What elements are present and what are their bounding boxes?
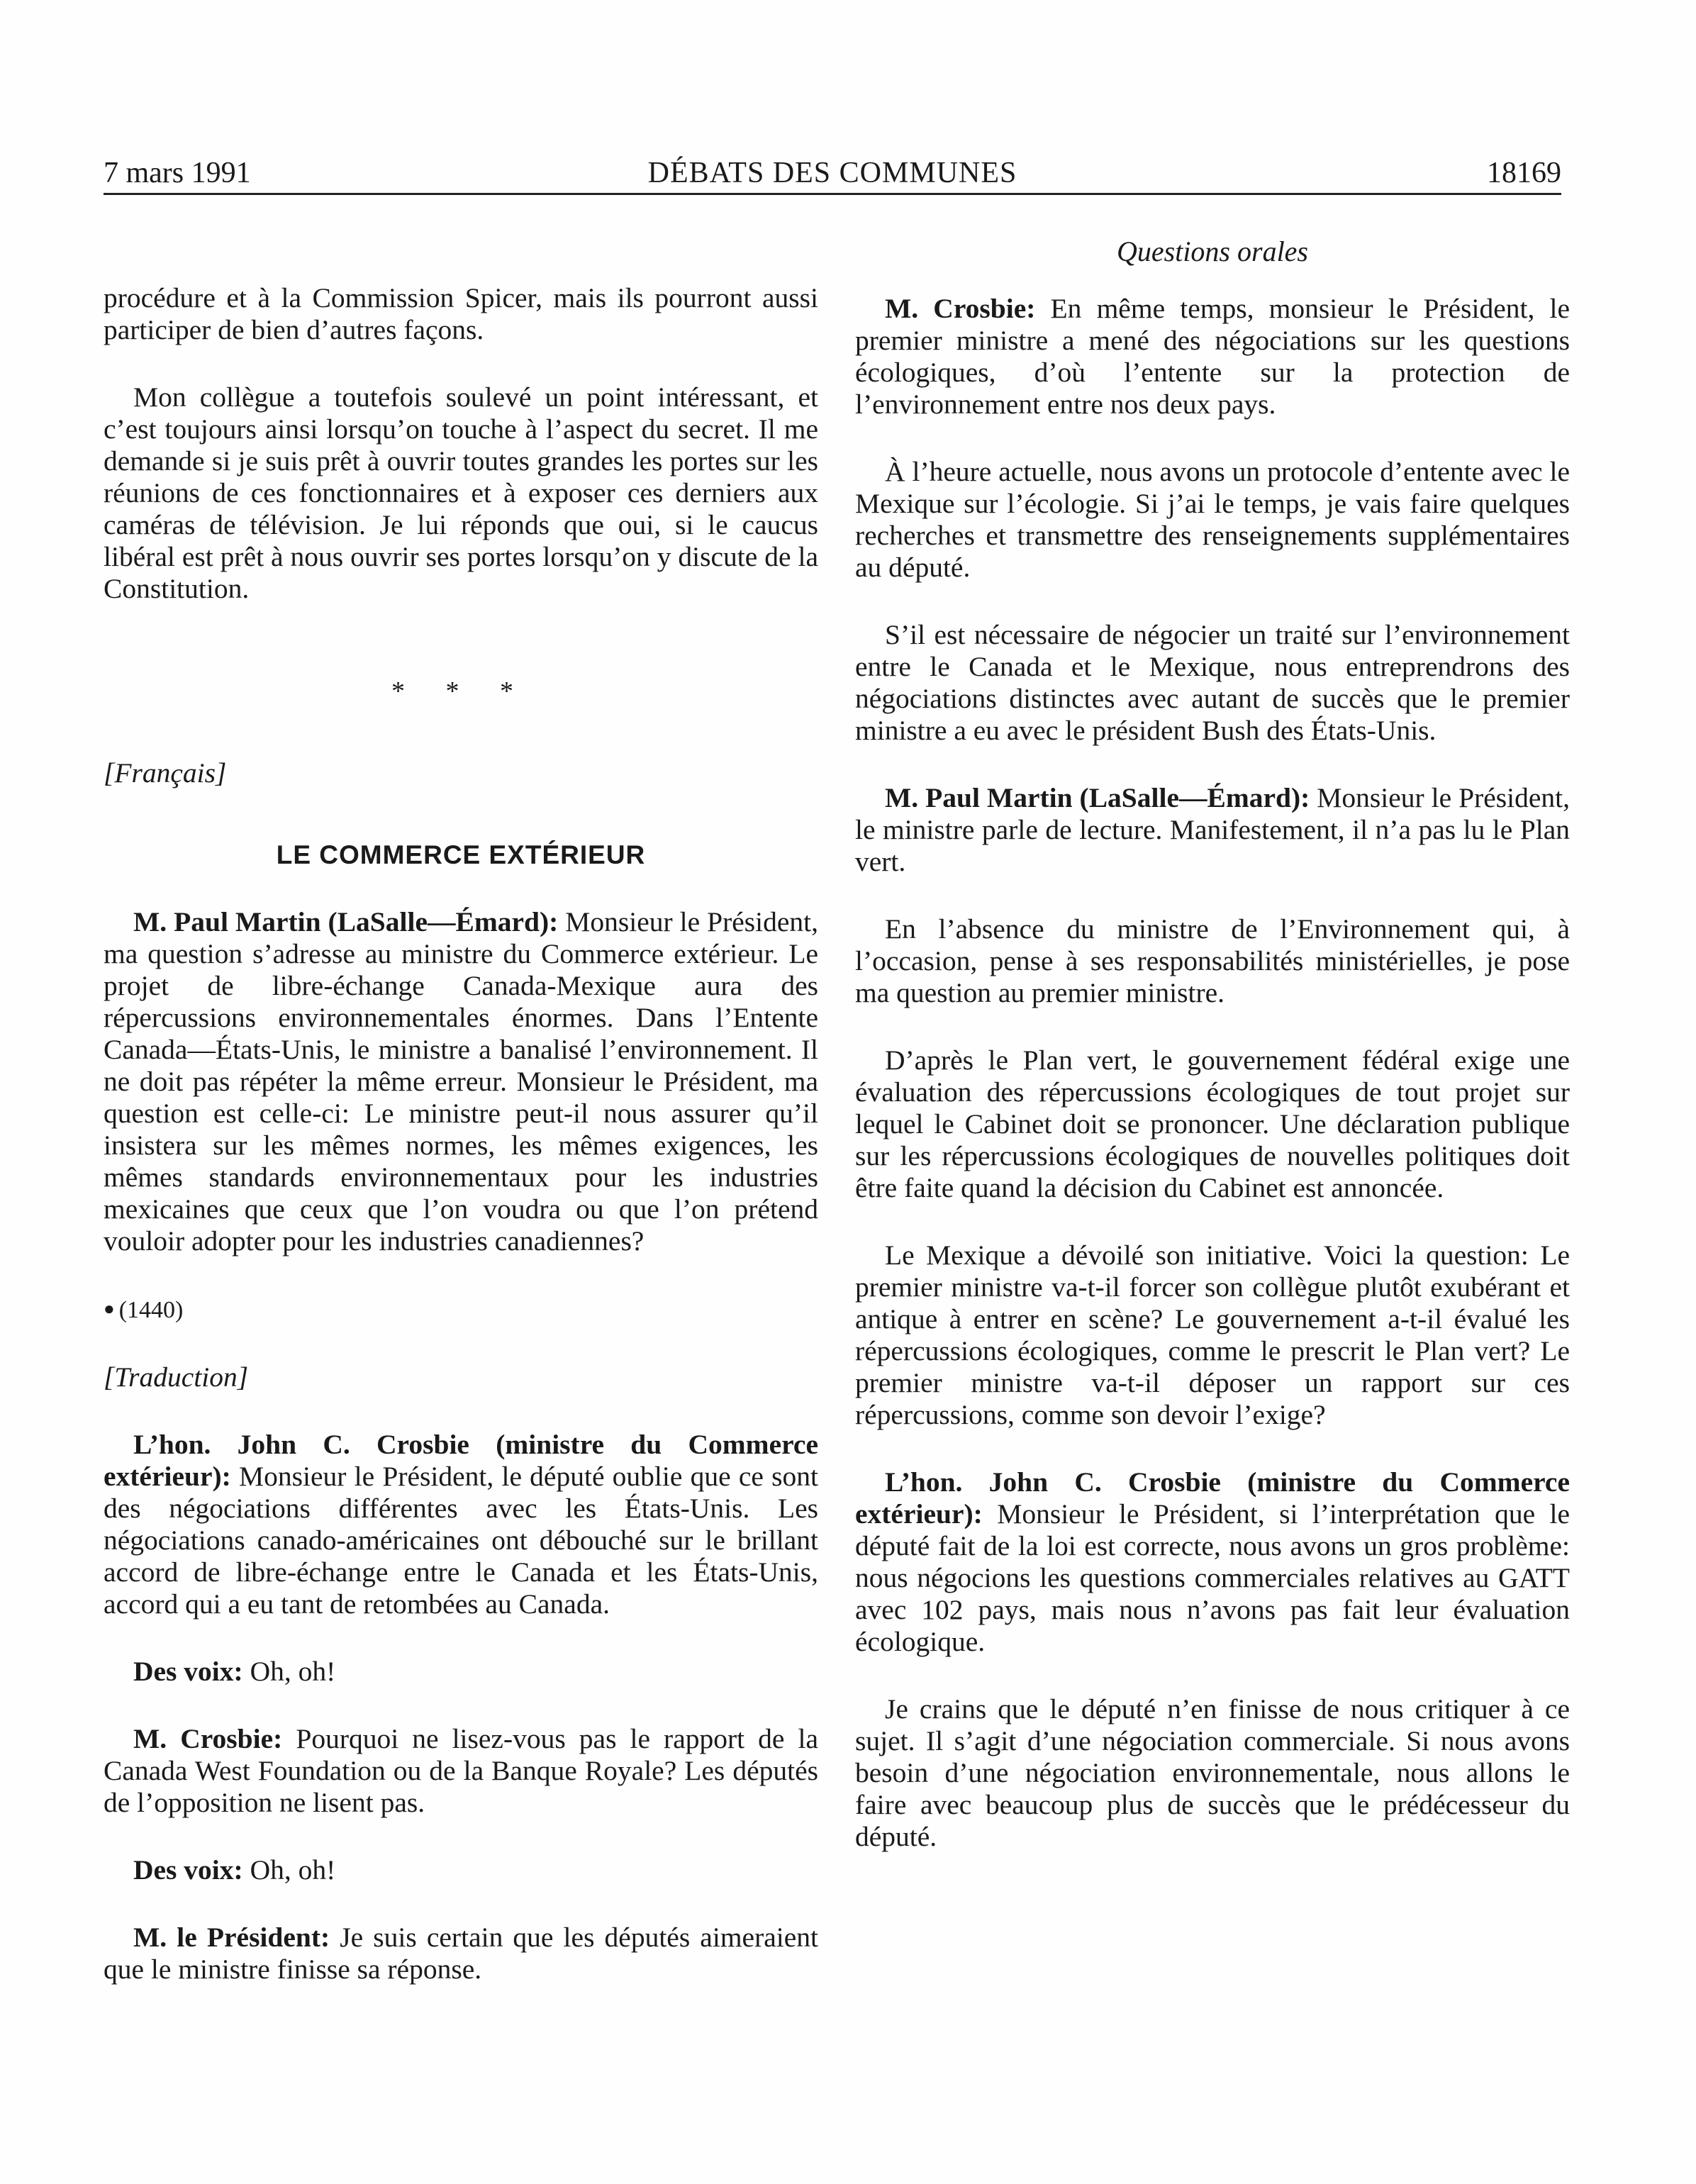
bullet-icon: ● — [104, 1298, 115, 1319]
paragraph — [104, 1656, 818, 1688]
speech-text: En même temps, monsieur le Président, le premier ministre a mené des négociations sur les questions écologiques, d’où l’entente sur la protection de l’environnement entre nos deux pays. — [855, 293, 1570, 420]
speaker-name: M. le Président: — [133, 1922, 330, 1953]
header-title: DÉBATS DES COMMUNES — [647, 157, 1017, 189]
timestamp — [104, 1293, 818, 1326]
section-heading: LE COMMERCE EXTÉRIEUR — [276, 840, 646, 869]
timestamp-text: (1440) — [118, 1297, 184, 1323]
speech-text: Oh, oh! — [242, 1656, 336, 1687]
language-label: [Français] — [104, 757, 227, 789]
paragraph — [855, 1466, 1570, 1658]
paragraph: Le Mexique a dévoilé son initiative. Voici la question: Le premier ministre va-t-il forcer son collègue plutôt exubérant et antique à entrer en scène? Le gouvernement a-t-il évalué les répercussions écologiques, comme le prescrit le Plan vert? Le premier ministre va-t-il déposer un rapport sur ces répercussions, comme son devoir l’exige? — [855, 1239, 1570, 1430]
speech-text: Monsieur le Président, le ministre parle de lecture. Manifestement, il n’a pas lu le Plan vert. — [855, 782, 1570, 877]
paragraph — [855, 782, 1570, 878]
speaker-name: Des voix: — [133, 1656, 243, 1687]
header-rule — [104, 193, 1561, 195]
speaker-name: M. Crosbie: — [133, 1723, 283, 1754]
speech-text: Monsieur le Président, le député oublie que ce sont des négociations différentes avec les États-Unis. Les négociations canado-américaines ont débouché sur le brillant accord de libre-échange entre le Canada et les États-Unis, accord qui a eu tant de retombées au Canada. — [104, 1461, 818, 1620]
paragraph — [104, 906, 818, 1257]
section-separator: * * * — [391, 676, 530, 706]
paragraph — [104, 1922, 818, 1985]
paragraph: À l’heure actuelle, nous avons un protocole d’entente avec le Mexique sur l’écologie. Si j’ai le temps, je vais faire quelques recherches et transmettre des renseignements supplémentaires au député. — [855, 456, 1570, 583]
paragraph: S’il est nécessaire de négocier un traité sur l’environnement entre le Canada et le Mexique, nous entreprendrons des négociations distinctes avec autant de succès que le premier ministre a eu avec le président Bush des États-Unis. — [855, 619, 1570, 746]
header-date: 7 mars 1991 — [104, 157, 251, 189]
paragraph: En l’absence du ministre de l’Environnement qui, à l’occasion, pense à ses responsabilités ministérielles, je pose ma question au premier ministre. — [855, 913, 1570, 1008]
paragraph — [855, 293, 1570, 420]
paragraph: Je crains que le député n’en finisse de nous critiquer à ce sujet. Il s’agit d’une négociation commerciale. Si nous avons besoin d’une négociation environnementale, nous allons le faire avec beaucoup plus de succès que le prédécesseur du député. — [855, 1693, 1570, 1852]
speaker-name: Des voix: — [133, 1854, 243, 1885]
paragraph — [104, 1723, 818, 1819]
speaker-name: L’hon. John C. Crosbie (ministre du Commerce extérieur): — [104, 1429, 818, 1492]
speech-text: Monsieur le Président, ma question s’adresse au ministre du Commerce extérieur. Le projet de libre-échange Canada-Mexique aura des répercussions environnementales énormes. Dans l’Entente Canada—États-Unis, le ministre a banalisé l’environnement. Il ne doit pas répéter la même erreur. Monsieur le Président, ma question est celle-ci: Le ministre peut-il nous assurer qu’il insistera sur les mêmes normes, les mêmes exigences, les mêmes standards environnementaux pour les industries mexicaines que ceux que l’on voudra ou que l’on prétend vouloir adopter pour les industries canadiennes? — [104, 906, 818, 1257]
right-column — [855, 224, 1570, 1853]
page-header — [104, 152, 1561, 194]
speaker-name: M. Paul Martin (LaSalle—Émard): — [133, 906, 559, 937]
speech-text: Monsieur le Président, si l’interprétation que le député fait de la loi est correcte, nous avons un gros problème: nous négocions les questions commerciales relatives au GATT avec 102 pays, mais nous n’avons pas fait leur évaluation écologique. — [855, 1498, 1570, 1657]
paragraph: Mon collègue a toutefois soulevé un point intéressant, et c’est toujours ainsi lorsqu’on touche à l’aspect du secret. Il me demande si je suis prêt à ouvrir toutes grandes les portes sur les réunions de ces fonctionnaires et à exposer ces derniers aux caméras de télévision. Je lui réponds que oui, si le caucus libéral est prêt à nous ouvrir ses portes lorsqu’on y discute de la Constitution. — [104, 381, 818, 604]
speaker-name: L’hon. John C. Crosbie (ministre du Commerce extérieur): — [855, 1466, 1570, 1530]
section-label: Questions orales — [1117, 235, 1308, 267]
speech-text: Je suis certain que les députés aimeraient que le ministre finisse sa réponse. — [104, 1922, 818, 1985]
paragraph: procédure et à la Commission Spicer, mais ils pourront aussi participer de bien d’autres façons. — [104, 282, 818, 345]
speech-text: Oh, oh! — [242, 1854, 336, 1885]
language-label: [Traduction] — [104, 1361, 249, 1393]
speaker-name: M. Paul Martin (LaSalle—Émard): — [885, 782, 1310, 813]
speaker-name: M. Crosbie: — [885, 293, 1036, 324]
paragraph — [104, 1429, 818, 1620]
speech-text: Pourquoi ne lisez-vous pas le rapport de la Canada West Foundation ou de la Banque Royale? Les députés de l’opposition ne lisent pas. — [104, 1723, 818, 1818]
paragraph: D’après le Plan vert, le gouvernement fédéral exige une évaluation des répercussions écologiques de tout projet sur lequel le Cabinet doit se prononcer. Une déclaration publique sur les répercussions écologiques de nouvelles politiques doit être faite quand la décision du Cabinet est annoncée. — [855, 1044, 1570, 1203]
left-column — [104, 282, 818, 1985]
header-page-number: 18169 — [1487, 157, 1561, 189]
paragraph — [104, 1854, 818, 1886]
